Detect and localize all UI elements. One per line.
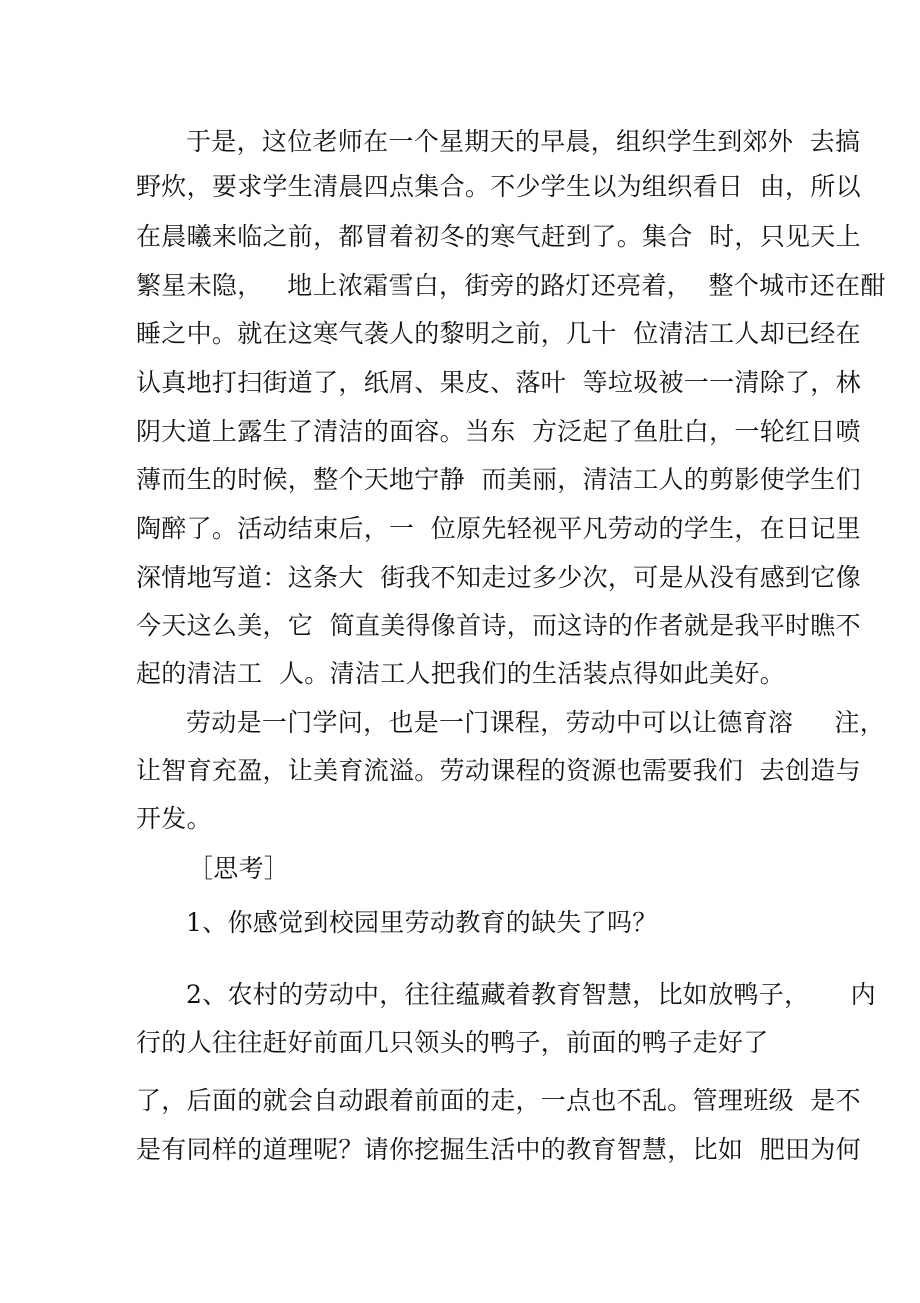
paragraph-1-line-5: 睡之中。就在这寒气袭人的黎明之前，几十 位清洁工人却已经在 (136, 319, 861, 348)
paragraph-1-line-4: 繁星未隐， 地上浓霜雪白，街旁的路灯还亮着， 整个城市还在酣 (136, 271, 886, 300)
paragraph-2-line-1: 劳动是一门学问，也是一门课程，劳动中可以让德育溶 注， (186, 708, 886, 737)
paragraph-1-line-12: 起的清洁工 人。清洁工人把我们的生活装点得如此美好。 (136, 659, 785, 688)
paragraph-1-line-1: 于是，这位老师在一个星期天的早晨，组织学生到郊外 去搞 (186, 127, 861, 156)
paragraph-2-line-2: 让智育充盈，让美育流溢。劳动课程的资源也需要我们 去创造与 (136, 756, 861, 785)
question-2-line-4: 是有同样的道理呢？请你挖掘生活中的教育智慧，比如 肥田为何 (136, 1135, 861, 1164)
think-heading: ［思考］ (188, 854, 290, 883)
question-2-line-1: 2、农村的劳动中，往往蕴藏着教育智慧，比如放鸭子， 内 (186, 980, 876, 1009)
paragraph-1-line-3: 在晨曦来临之前，都冒着初冬的寒气赶到了。集合 时，只见天上 (136, 222, 861, 251)
paragraph-1-line-11: 今天这么美，它 简直美得像首诗，而这诗的作者就是我平时瞧不 (136, 611, 861, 640)
paragraph-1-line-10: 深情地写道：这条大 街我不知走过多少次，可是从没有感到它像 (136, 563, 861, 592)
paragraph-1-line-7: 阴大道上露生了清洁的面容。当东 方泛起了鱼肚白，一轮红日喷 (136, 417, 861, 446)
paragraph-1-line-6: 认真地打扫街道了，纸屑、果皮、落叶 等垃圾被一一清除了，林 (136, 368, 861, 397)
question-2-line-3: 了，后面的就会自动跟着前面的走，一点也不乱。管理班级 是不 (136, 1086, 861, 1115)
question-1: 1、你感觉到校园里劳动教育的缺失了吗？ (186, 908, 658, 937)
question-2-line-2: 行的人往往赶好前面几只领头的鸭子，前面的鸭子走好了 (136, 1028, 769, 1057)
paragraph-1-line-2: 野炊，要求学生清晨四点集合。不少学生以为组织看日 由，所以 (136, 172, 861, 201)
paragraph-1-line-8: 薄而生的时候，整个天地宁静 而美丽，清洁工人的剪影使学生们 (136, 465, 861, 494)
paragraph-1-line-9: 陶醉了。活动结束后，一 位原先轻视平凡劳动的学生，在日记里 (136, 514, 861, 543)
paragraph-2-line-3: 开发。 (136, 804, 212, 833)
